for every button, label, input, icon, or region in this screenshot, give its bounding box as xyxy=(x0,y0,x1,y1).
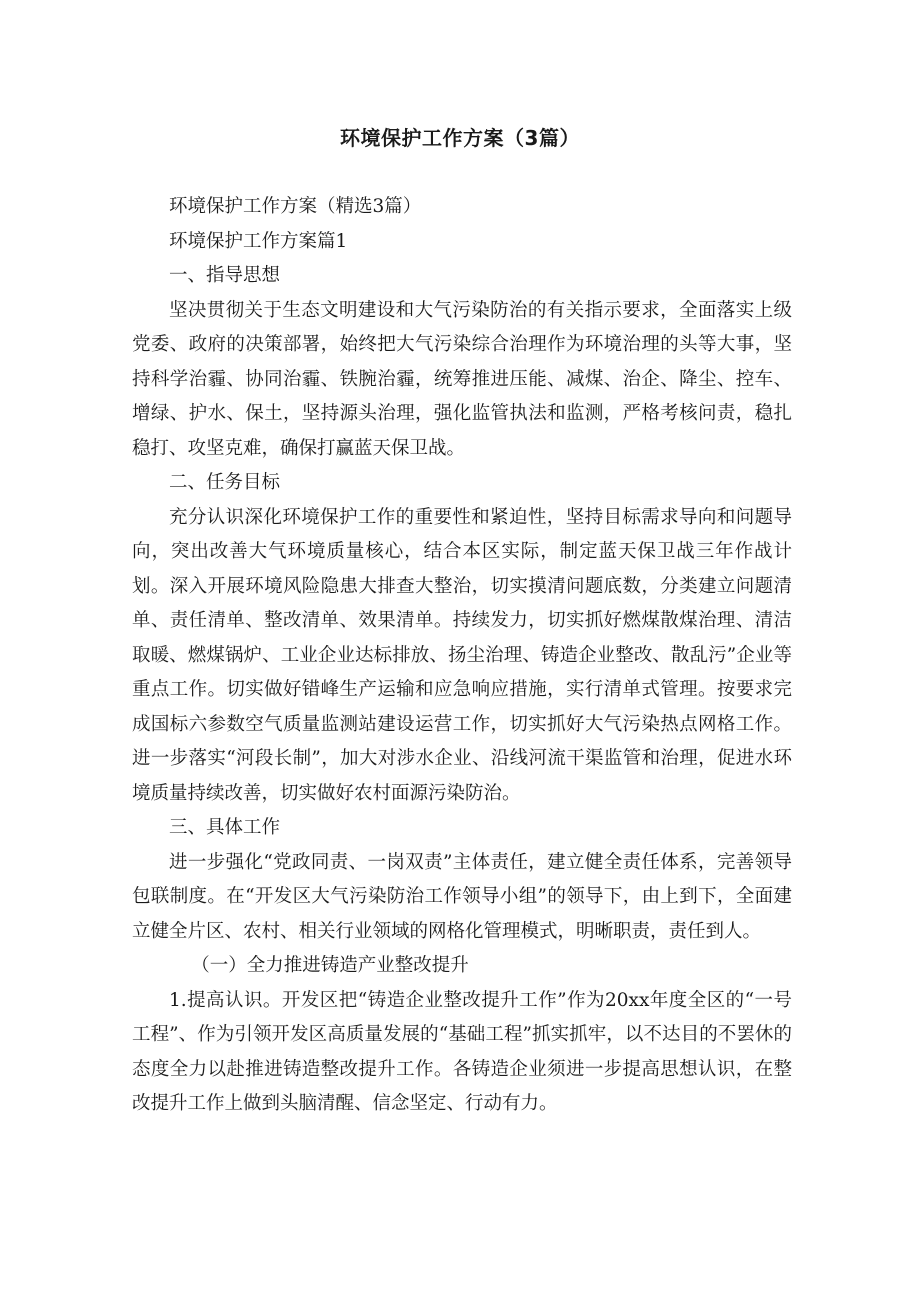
guiding-paragraph: 坚决贯彻关于生态文明建设和大气污染防治的有关指示要求，全面落实上级党委、政府的决策部署，始终把大气污染综合治理作为环境治理的头等大事，坚持科学治霾、协同治霾、铁腕治霾，统筹推进压能、减煤、治企、降尘、控车、增绿、护水、保土，坚持源头治理，强化监管执法和监测，严格考核问责，稳扎稳打、攻坚克难，确保打赢蓝天保卫战。 xyxy=(132,299,792,459)
section-heading-3: 三、具体工作 xyxy=(169,817,281,838)
subsection-heading-1: （一）全力推进铸造产业整改提升 xyxy=(191,955,469,976)
document-body xyxy=(132,190,792,1122)
work-paragraph: 进一步强化“党政同责、一岗双责”主体责任，建立健全责任体系，完善领导包联制度。在“开发区大气污染防治工作领导小组”的领导下，由上到下，全面建立健全片区、农村、相关行业领域的网格化管理模式，明晰职责，责任到人。 xyxy=(132,851,792,942)
part-heading: 环境保护工作方案篇1 xyxy=(169,230,348,252)
item-paragraph-1: 1.提高认识。开发区把“铸造企业整改提升工作”作为20xx年度全区的“一号工程”、作为引领开发区高质量发展的“基础工程”抓实抓牢，以不达目的不罢休的态度全力以赴推进铸造整改提升工作。各铸造企业须进一步提高思想认识，在整改提升工作上做到头脑清醒、信念坚定、行动有力。 xyxy=(132,989,792,1114)
document-title: 环境保护工作方案（3篇） xyxy=(340,126,580,150)
section-heading-1: 一、指导思想 xyxy=(169,265,281,286)
subtitle-line: 环境保护工作方案（精选3篇） xyxy=(169,196,422,217)
targets-paragraph: 充分认识深化环境保护工作的重要性和紧迫性，坚持目标需求导向和问题导向，突出改善大气环境质量核心，结合本区实际，制定蓝天保卫战三年作战计划。深入开展环境风险隐患大排查大整治，切实摸清问题底数，分类建立问题清单、责任清单、整改清单、效果清单。持续发力，切实抓好燃煤散煤治理、清洁取暖、燃煤锅炉、工业企业达标排放、扬尘治理、铸造企业整改、散乱污”企业等重点工作。切实做好错峰生产运输和应急响应措施，实行清单式管理。按要求完成国标六参数空气质量监测站建设运营工作，切实抓好大气污染热点网格工作。进一步落实“河段长制”，加大对涉水企业、沿线河流干渠监管和治理，促进水环境质量持续改善，切实做好农村面源污染防治。 xyxy=(132,506,792,804)
section-heading-2: 二、任务目标 xyxy=(169,472,281,493)
